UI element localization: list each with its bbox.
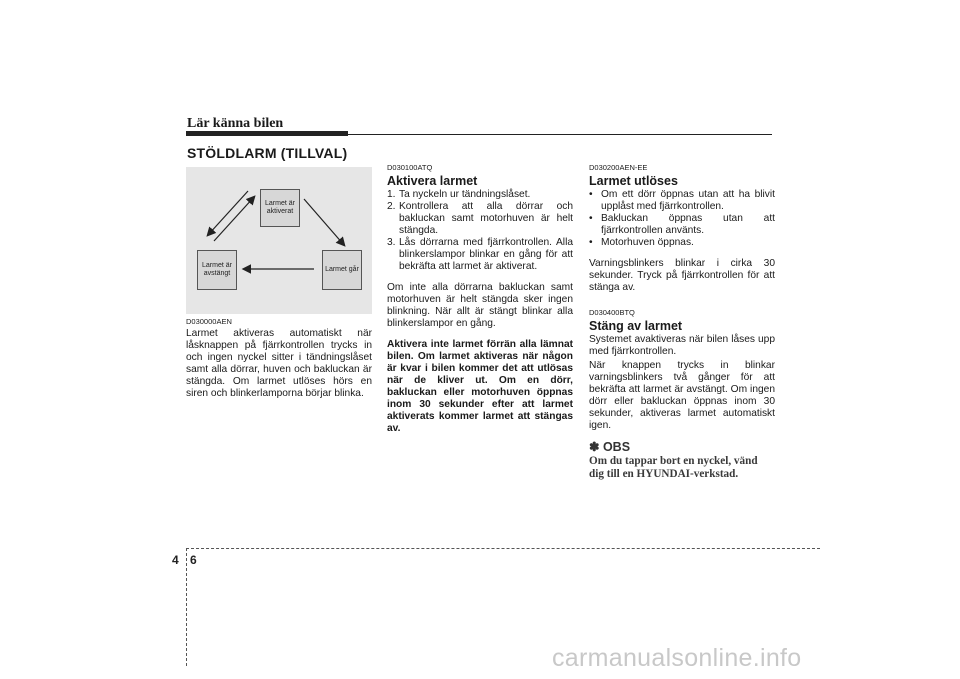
list-item: • Om ett dörr öppnas utan att ha blivit upplåst med fjärrkontrollen. [589, 189, 775, 212]
obs-label: ✽ OBS [589, 440, 631, 454]
intro-paragraph: Larmet aktiveras automatiskt när låsknappen på fjärrkontrollen trycks in och ingen nyckel sitter i tändningslåset samt alla dörrar, huven och bakluckan är stängda. Om larmet utlöses hörs en siren och blinkerlamporna börjar blinka. [186, 328, 372, 399]
box-larmet-aktiverat: Larmet är aktiverat [260, 189, 300, 227]
paragraph: När knappen trycks in blinkar varningsblinkers två gånger för att bekräfta att larmet är avstängt. Om ingen dörr eller bakluckan öppnas inom 30 sekunder, aktiveras larmet automatiskt igen. [589, 360, 775, 431]
header-rule-thin [348, 134, 772, 135]
page-header-title: Lär känna bilen [187, 116, 284, 131]
list-item: • Motorhuven öppnas. [589, 237, 694, 248]
step-item: 2. Kontrollera att alla dörrar och bakluckan samt motorhuven är helt stängda. [387, 201, 573, 236]
box-larmet-gar: Larmet går [322, 250, 362, 290]
heading-aktivera-larmet: Aktivera larmet [387, 174, 478, 188]
watermark: carmanualsonline.info [552, 644, 802, 672]
obs-note: Om du tappar bort en nyckel, vänd dig till en HYUNDAI-verkstad. [589, 455, 758, 480]
list-item: • Bakluckan öppnas utan att fjärrkontrollen använts. [589, 213, 775, 236]
column-3 [589, 163, 775, 481]
arrow-active-to-off [208, 191, 248, 235]
arrow-off-to-active [214, 197, 254, 241]
heading-stang-av-larmet: Stäng av larmet [589, 319, 683, 333]
page-section-number: 4 [172, 553, 179, 567]
paragraph: Varningsblinkers blinkar i cirka 30 sekunder. Tryck på fjärrkontrollen för att stänga av. [589, 258, 775, 293]
heading-larmet-utloses: Larmet utlöses [589, 174, 678, 188]
ref-code: D030400BTQ [589, 308, 635, 317]
ref-code: D030000AEN [186, 317, 232, 326]
arrow-active-to-alarm [304, 199, 344, 245]
step-item: 1. Ta nyckeln ur tändningslåset. [387, 189, 531, 200]
column-2 [387, 163, 573, 444]
footer-vertical-rule [186, 548, 187, 666]
activation-steps [387, 189, 573, 273]
paragraph: Systemet avaktiveras när bilen låses upp med fjärrkontrollen. [589, 334, 775, 357]
paragraph: Om inte alla dörrarna bakluckan samt motorhuven är helt stängda sker ingen blinkning. När allt är stängt blinkar alla blinkerslampor en gång. [387, 282, 573, 329]
page-number: 6 [190, 553, 197, 567]
header-rule-thick [186, 131, 348, 136]
section-title: STÖLDLARM (TILLVAL) [187, 145, 348, 161]
trigger-list [589, 189, 775, 249]
ref-code: D030100ATQ [387, 163, 433, 172]
footer-rule [186, 548, 820, 549]
column-1 [186, 317, 372, 409]
alarm-state-diagram [186, 167, 372, 314]
ref-code: D030200AEN-EE [589, 163, 648, 172]
box-larmet-avstangt: Larmet är avstängt [197, 250, 237, 290]
warning-paragraph: Aktivera inte larmet förrän alla lämnat bilen. Om larmet aktiveras när någon är kvar i bilen kommer det att utlösas när de kliver ut. Om en dörr, bakluckan eller motorhuven öppnas inom 30 sekunder efter att larmet aktiverats kommer larmet att stängas av. [387, 339, 573, 434]
step-item: 3. Lås dörrarna med fjärrkontrollen. Alla blinkerslampor blinkar en gång för att bekräfta att larmet är aktiverat. [387, 237, 573, 272]
